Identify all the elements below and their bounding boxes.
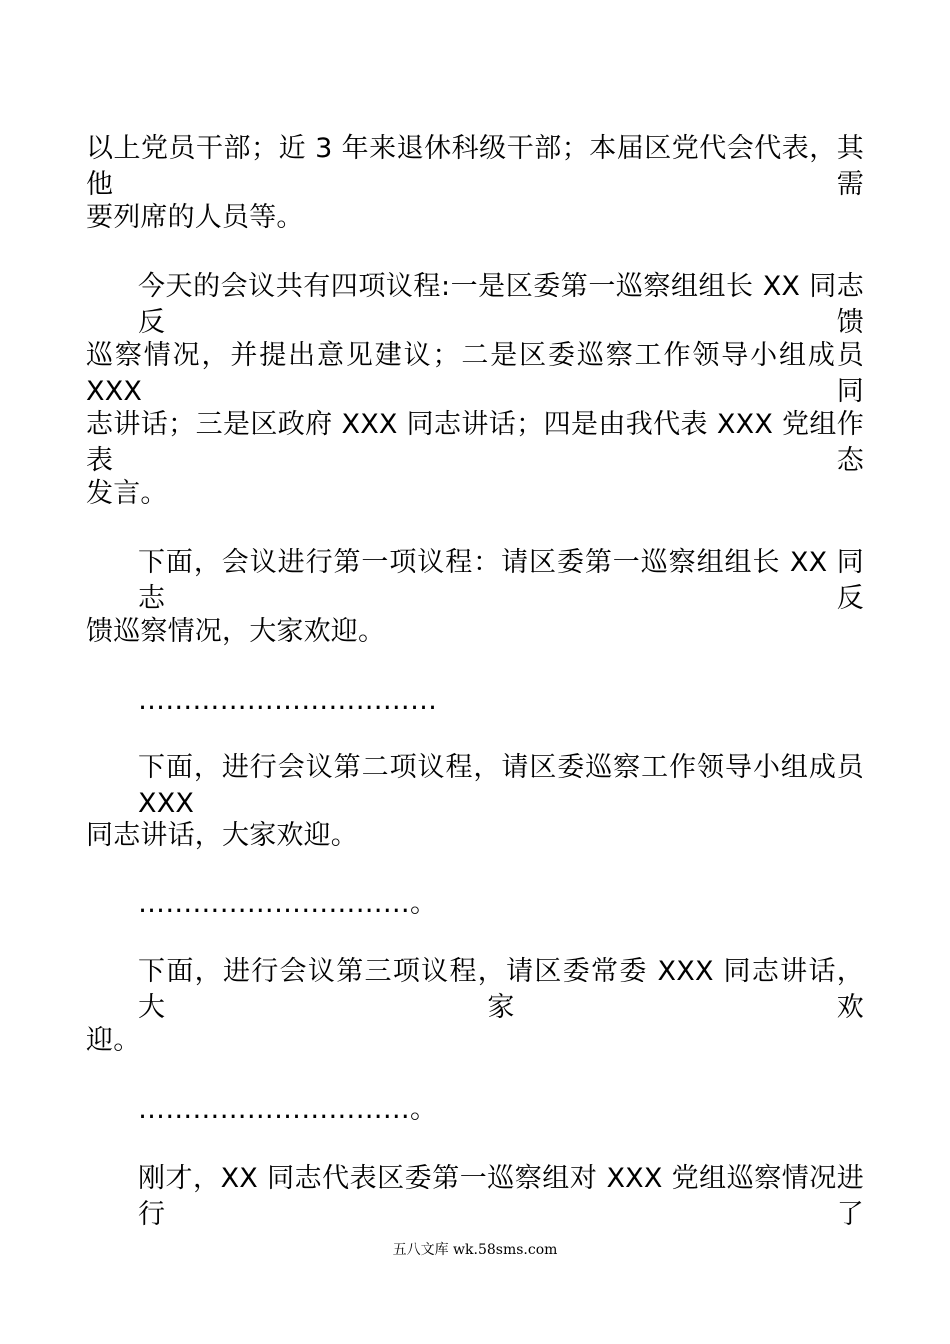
footer-watermark: 五八文库 wk.58sms.com (392, 1242, 558, 1258)
text-line: 刚才，XX 同志代表区委第一巡察组对 XXX 党组巡察情况进行了 (138, 1163, 864, 1230)
text-line: 今天的会议共有四项议程:一是区委第一巡察组组长 XX 同志反馈 (138, 271, 864, 338)
ellipsis-line: …………………………… (138, 685, 438, 716)
text-line: 发言。 (86, 478, 168, 509)
text-line: 下面，进行会议第二项议程，请区委巡察工作领导小组成员 XXX (138, 752, 864, 819)
text-line: 下面，会议进行第一项议程：请区委第一巡察组组长 XX 同志反 (138, 547, 864, 614)
text-line: 馈巡察情况，大家欢迎。 (86, 616, 386, 647)
text-line: 同志讲话，大家欢迎。 (86, 820, 358, 851)
text-line: 迎。 (86, 1025, 141, 1056)
text-line: 要列席的人员等。 (86, 202, 304, 233)
text-line: 下面，进行会议第三项议程，请区委常委 XXX 同志讲话，大家欢 (138, 956, 864, 1023)
text-line: 巡察情况，并提出意见建议；二是区委巡察工作领导小组成员 XXX 同 (86, 340, 864, 407)
text-line: 以上党员干部；近 3 年来退休科级干部；本届区党代会代表，其他需 (86, 133, 864, 200)
text-line: 志讲话；三是区政府 XXX 同志讲话；四是由我代表 XXX 党组作表态 (86, 409, 864, 476)
ellipsis-line: …………………………。 (138, 888, 438, 919)
ellipsis-line: …………………………。 (138, 1094, 438, 1125)
